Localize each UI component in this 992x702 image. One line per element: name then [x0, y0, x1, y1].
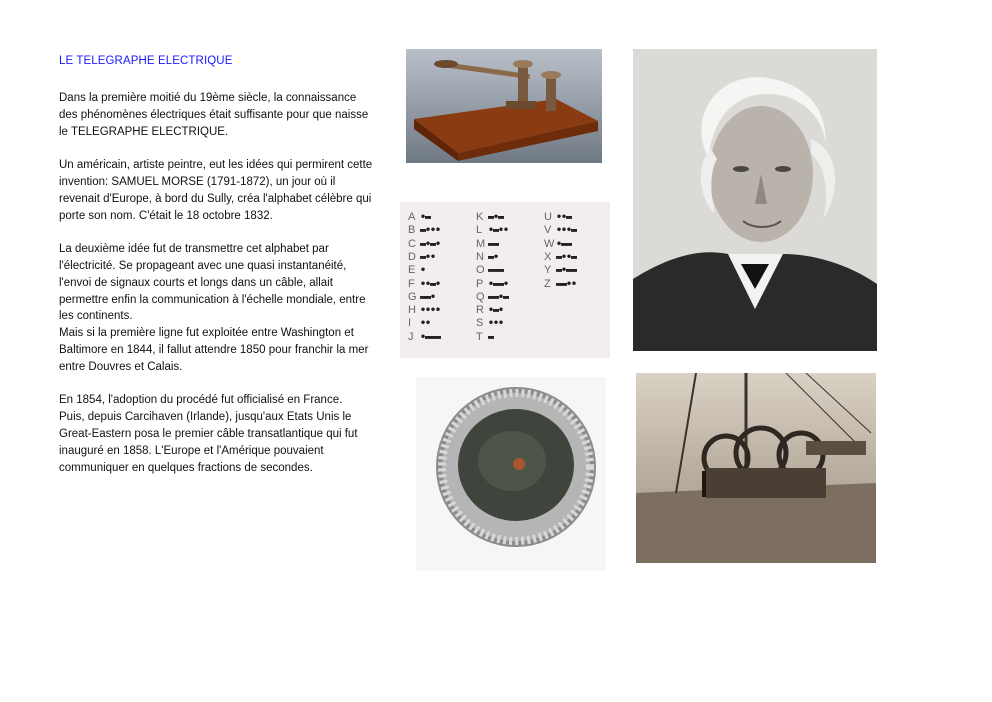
- morse-letter: F: [408, 277, 415, 290]
- morse-letter: R: [476, 304, 484, 317]
- morse-code: •▬▬: [556, 238, 572, 250]
- morse-entry: [408, 304, 440, 316]
- morse-entry: [544, 264, 576, 276]
- paragraph: Mais si la première ligne fut exploitée entre Washington et Baltimore en 1844, il fallut attendre 1850 pour franchir la mer entre Douvres et Calais.: [59, 327, 369, 373]
- morse-code: ▬•▬•: [420, 238, 441, 250]
- morse-entry: [544, 238, 571, 250]
- morse-letter: J: [408, 330, 414, 343]
- morse-entry: [408, 224, 440, 236]
- morse-entry: [476, 224, 508, 236]
- great-eastern-ship-photo: [636, 373, 876, 563]
- samuel-morse-portrait: [633, 49, 877, 351]
- morse-entry: [408, 291, 435, 303]
- morse-code: •▬▬•: [488, 278, 509, 290]
- morse-letter: D: [408, 250, 416, 263]
- morse-letter: H: [408, 304, 416, 317]
- body-text: [59, 90, 377, 493]
- morse-entry: [476, 251, 498, 263]
- morse-letter: B: [408, 224, 416, 237]
- morse-code: •••: [488, 318, 504, 330]
- paragraph: Puis, depuis Carcihaven (Irlande), jusqu'aux Etats Unis le Great-Eastern posa le premier câble transatlantique qui fut inauguré en 1858. L'Europe et l'Amérique pouvaient communiquer en quelques fractions de secondes.: [59, 411, 358, 474]
- morse-code: •▬••: [488, 225, 509, 237]
- morse-entry: [476, 278, 508, 290]
- telegraph-key-photo: [406, 49, 602, 163]
- morse-letter: O: [476, 264, 485, 277]
- morse-entry: [408, 238, 440, 250]
- morse-code: •▬▬▬: [420, 331, 441, 343]
- page-title: LE TELEGRAPHE ELECTRIQUE: [59, 55, 233, 67]
- paragraph: Dans la première moitié du 19ème siècle, la connaissance des phénomènes électriques était suffisante pour que naisse le TELEGRAPHE ELECTRIQUE.: [59, 92, 369, 138]
- morse-letter: Y: [544, 264, 552, 277]
- morse-entry: [544, 224, 576, 236]
- morse-entry: [408, 264, 425, 276]
- morse-letter: C: [408, 237, 416, 250]
- morse-letter: X: [544, 250, 552, 263]
- morse-entry: [408, 331, 440, 343]
- morse-letter: E: [408, 264, 416, 277]
- morse-code: ▬▬••: [556, 278, 577, 290]
- morse-code: •▬: [420, 212, 431, 223]
- morse-code: •▬•: [488, 305, 504, 317]
- morse-code: ▬▬•: [420, 291, 436, 303]
- morse-code: ••••: [420, 305, 441, 317]
- morse-letter: G: [408, 290, 417, 303]
- morse-letter: S: [476, 317, 484, 330]
- morse-letter: L: [476, 224, 483, 237]
- morse-entry: [476, 291, 508, 303]
- morse-letter: K: [476, 211, 484, 223]
- morse-code: ▬•▬▬: [556, 265, 577, 277]
- morse-letter: P: [476, 277, 484, 290]
- morse-code: ••▬•: [420, 278, 441, 290]
- morse-letter: N: [476, 250, 484, 263]
- morse-entry: [408, 317, 430, 329]
- morse-entry: [476, 317, 503, 329]
- morse-entry: [544, 251, 576, 263]
- morse-letter: U: [544, 211, 552, 223]
- morse-letter: A: [408, 211, 416, 223]
- morse-entry: [476, 304, 503, 316]
- morse-code: ••▬: [556, 212, 572, 223]
- morse-letter: T: [476, 330, 483, 343]
- morse-code: ▬: [488, 331, 494, 343]
- morse-code: ▬▬: [488, 238, 499, 250]
- morse-code: ▬••: [420, 251, 436, 263]
- morse-code: •••▬: [556, 225, 577, 237]
- morse-letter: M: [476, 237, 486, 250]
- morse-alphabet-table: [400, 202, 610, 358]
- morse-letter: Q: [476, 290, 485, 303]
- morse-letter: V: [544, 224, 552, 237]
- morse-letter: W: [544, 237, 555, 250]
- paragraph: La deuxième idée fut de transmettre cet alphabet par l'électricité. Se propageant avec une quasi instantanéité, l'envoi de signaux courts et longs dans un câble, allait permettre enfin la communication à l'échelle mondiale, entre les continents.: [59, 243, 366, 323]
- morse-entry: [476, 211, 503, 223]
- morse-entry: [408, 278, 440, 290]
- morse-letter: Z: [544, 277, 551, 290]
- morse-code: ▬•▬: [488, 212, 504, 223]
- morse-letter: I: [408, 317, 412, 330]
- transatlantic-cable-photo: [416, 377, 606, 571]
- morse-code: ▬▬▬: [488, 265, 504, 277]
- paragraph: Un américain, artiste peintre, eut les idées qui permirent cette invention: SAMUEL MORSE (1791-1872), un jour où il revenait d'Europe, à bord du Sully, créa l'alphabet célèbre qui porte son nom. C'était le 18 octobre 1832.: [59, 159, 373, 222]
- morse-code: ▬•: [488, 251, 499, 263]
- morse-code: ••: [420, 318, 431, 330]
- morse-entry: [408, 251, 435, 263]
- morse-code: •: [420, 265, 426, 277]
- morse-code: ▬•••: [420, 225, 441, 237]
- morse-entry: [544, 211, 571, 223]
- morse-entry: [544, 278, 576, 290]
- morse-code: ▬••▬: [556, 251, 577, 263]
- morse-code: ▬▬•▬: [488, 291, 509, 303]
- morse-entry: [408, 211, 430, 223]
- morse-entry: [476, 331, 493, 343]
- morse-entry: [476, 238, 498, 250]
- paragraph: En 1854, l'adoption du procédé fut officialisé en France.: [59, 394, 343, 407]
- morse-entry: [476, 264, 503, 276]
